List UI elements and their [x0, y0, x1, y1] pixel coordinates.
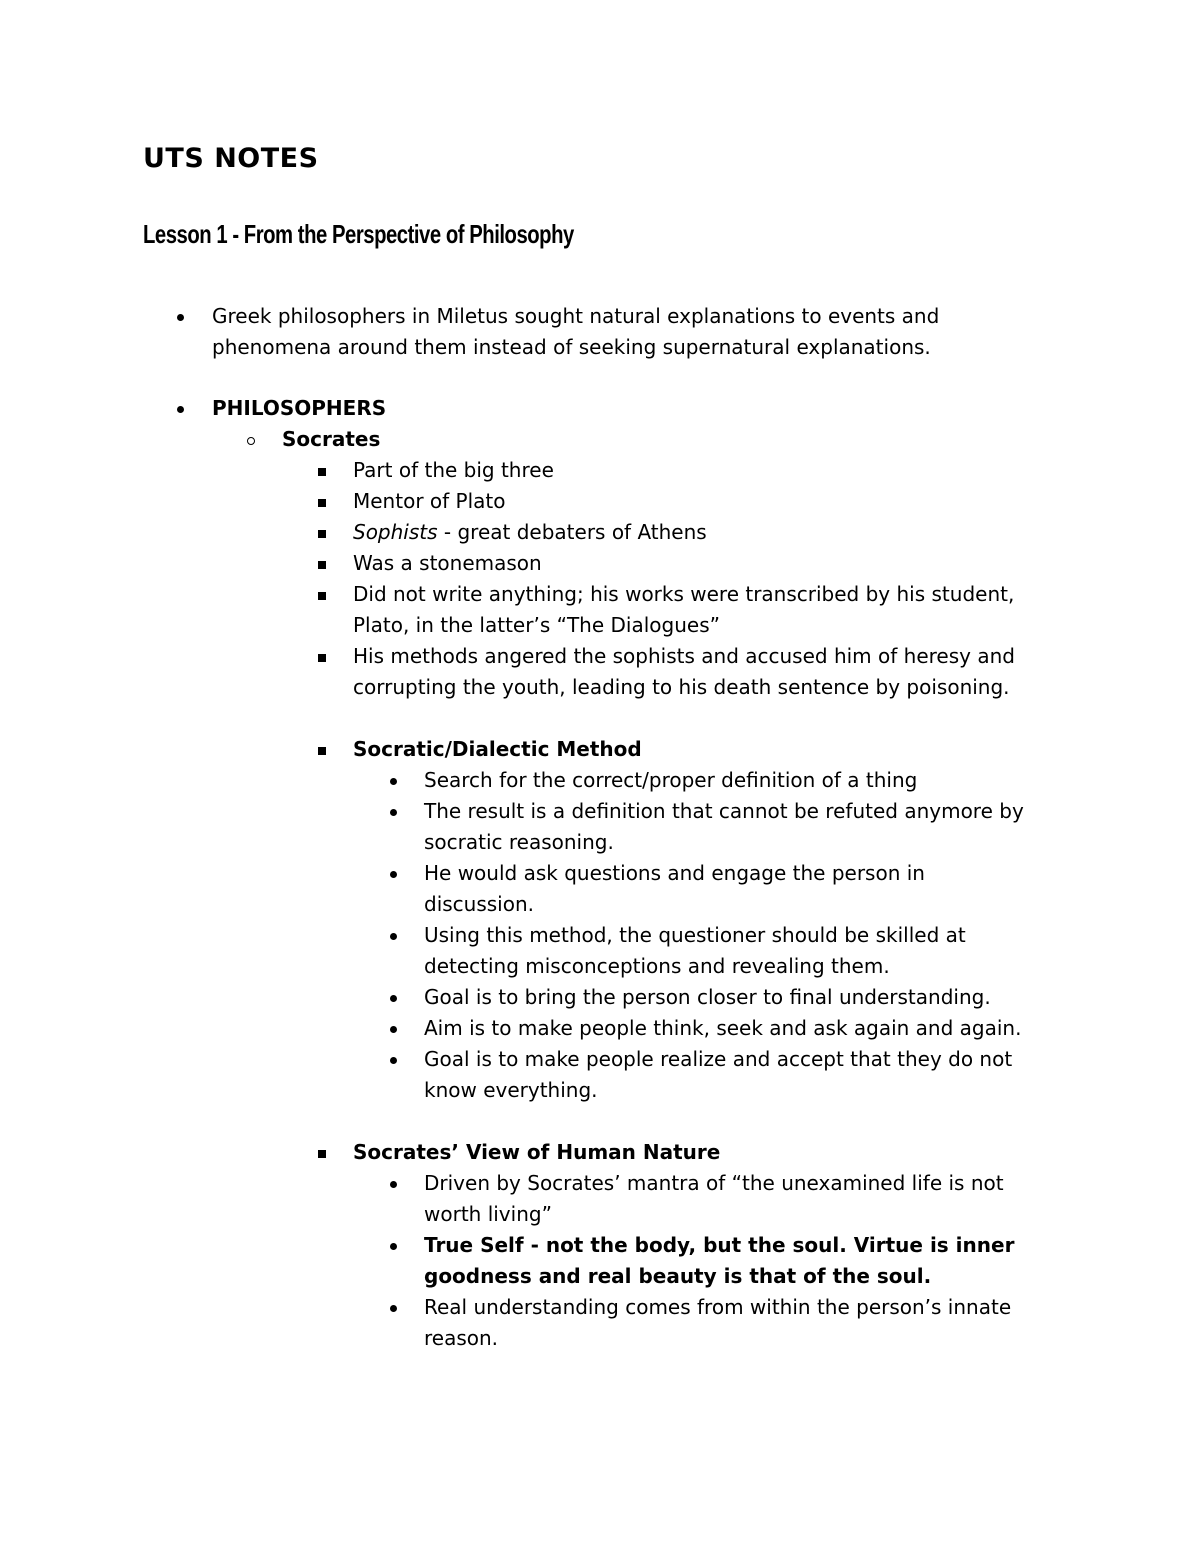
fact-mentor: Mentor of Plato — [353, 489, 506, 513]
method-point-2-line-1: The result is a definition that cannot be refuted anymore by — [424, 799, 1024, 823]
document-title: UTS NOTES — [143, 143, 319, 174]
bullet-circle-icon — [247, 437, 255, 445]
bullet-disc-icon — [390, 1057, 397, 1064]
fact-sophists — [353, 517, 707, 548]
bullet-square-icon — [318, 499, 326, 507]
method-point-2-line-2: socratic reasoning. — [424, 830, 614, 854]
fact-methods-line-2: corrupting the youth, leading to his death sentence by poisoning. — [353, 675, 1010, 699]
bullet-disc-icon — [390, 1305, 397, 1312]
fact-no-writing-line-2: Plato, in the latter’s “The Dialogues” — [353, 613, 720, 637]
method-point-6: Aim is to make people think, seek and ask again and again. — [424, 1016, 1022, 1040]
sophists-definition: - great debaters of Athens — [437, 520, 707, 544]
bullet-square-icon — [318, 468, 326, 476]
bullet-disc-icon — [390, 1243, 397, 1250]
bullet-disc-icon — [390, 1181, 397, 1188]
method-point-4-line-2: detecting misconceptions and revealing them. — [424, 954, 890, 978]
intro-text-line-1: Greek philosophers in Miletus sought natural explanations to events and — [212, 304, 940, 328]
socrates-heading: Socrates — [282, 427, 381, 451]
view-point-3-line-1: Real understanding comes from within the person’s innate — [424, 1295, 1012, 1319]
bullet-square-icon — [318, 654, 326, 662]
view-heading: Socrates’ View of Human Nature — [353, 1140, 721, 1164]
view-point-3-line-2: reason. — [424, 1326, 499, 1350]
bullet-disc-icon — [390, 778, 397, 785]
bullet-disc-icon — [177, 314, 184, 321]
method-point-4-line-1: Using this method, the questioner should be skilled at — [424, 923, 966, 947]
fact-big-three: Part of the big three — [353, 458, 554, 482]
bullet-disc-icon — [177, 406, 184, 413]
bullet-disc-icon — [390, 933, 397, 940]
bullet-square-icon — [318, 1150, 326, 1158]
method-point-7-line-2: know everything. — [424, 1078, 598, 1102]
fact-methods-line-1: His methods angered the sophists and accused him of heresy and — [353, 644, 1015, 668]
fact-stonemason: Was a stonemason — [353, 551, 542, 575]
method-point-7-line-1: Goal is to make people realize and accept that they do not — [424, 1047, 1013, 1071]
method-point-5: Goal is to bring the person closer to final understanding. — [424, 985, 991, 1009]
bullet-square-icon — [318, 561, 326, 569]
view-point-2-line-1: True Self - not the body, but the soul. Virtue is inner — [424, 1233, 1015, 1257]
bullet-disc-icon — [390, 995, 397, 1002]
philosophers-label: PHILOSOPHERS — [212, 396, 387, 420]
method-point-3-line-2: discussion. — [424, 892, 535, 916]
view-point-1-line-1: Driven by Socrates’ mantra of “the unexamined life is not — [424, 1171, 1004, 1195]
view-point-1-line-2: worth living” — [424, 1202, 552, 1226]
method-heading: Socratic/Dialectic Method — [353, 737, 642, 761]
bullet-disc-icon — [390, 871, 397, 878]
lesson-heading: Lesson 1 - From the Perspective of Philosophy — [143, 219, 574, 249]
bullet-disc-icon — [390, 1026, 397, 1033]
method-point-3-line-1: He would ask questions and engage the person in — [424, 861, 925, 885]
bullet-square-icon — [318, 747, 326, 755]
bullet-square-icon — [318, 592, 326, 600]
bullet-disc-icon — [390, 809, 397, 816]
intro-text-line-2: phenomena around them instead of seeking supernatural explanations. — [212, 335, 931, 359]
method-point-1: Search for the correct/proper definition of a thing — [424, 768, 918, 792]
sophists-term: Sophists — [353, 520, 438, 544]
fact-no-writing-line-1: Did not write anything; his works were transcribed by his student, — [353, 582, 1015, 606]
bullet-square-icon — [318, 530, 326, 538]
view-point-2-line-2: goodness and real beauty is that of the soul. — [424, 1264, 932, 1288]
